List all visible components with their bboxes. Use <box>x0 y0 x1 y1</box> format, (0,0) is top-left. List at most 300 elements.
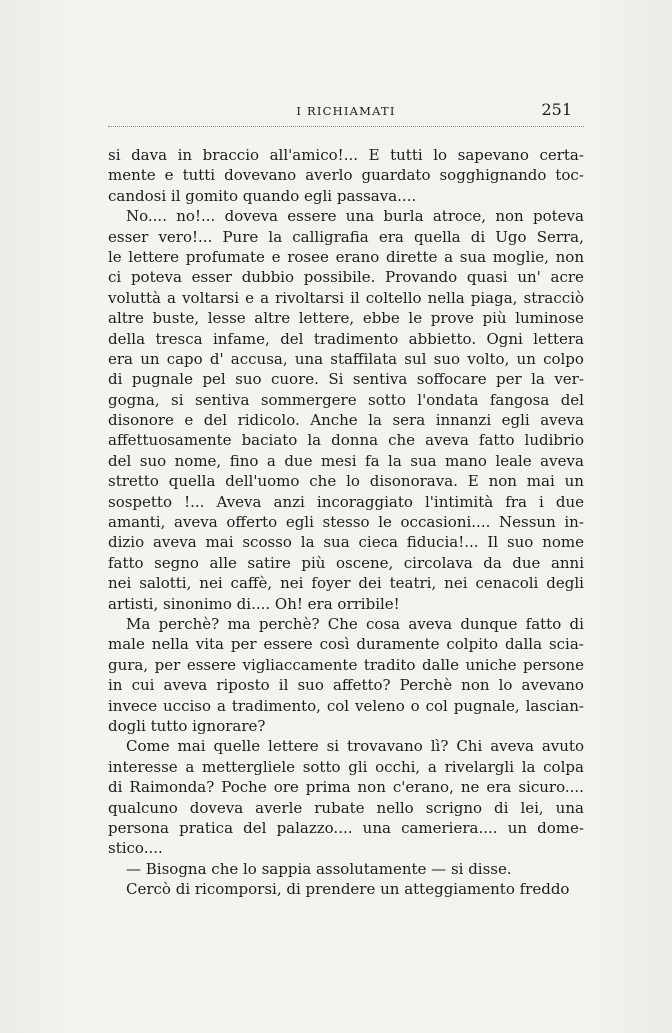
word: era <box>378 227 404 246</box>
word: che <box>309 472 337 491</box>
text-line <box>108 553 584 573</box>
text-line <box>108 145 584 165</box>
word: c'erano, <box>392 778 454 797</box>
word: dubbio <box>241 268 294 287</box>
text-line <box>108 614 584 634</box>
word: palazzo.... <box>276 818 353 837</box>
word: lettere, <box>298 309 355 328</box>
text-line <box>108 736 584 756</box>
text-line-content: candosi il gomito quando egli passava.... <box>108 186 417 205</box>
word: ebbe <box>362 309 400 328</box>
text-line <box>108 594 584 614</box>
word: lascian- <box>525 696 584 715</box>
word: fino <box>229 451 259 470</box>
word: quasi <box>466 268 508 287</box>
word: avevano <box>521 676 584 695</box>
word: accusa, <box>230 349 288 368</box>
word: per <box>154 655 181 674</box>
word: dava <box>131 146 168 164</box>
word: sospetto <box>108 492 172 511</box>
word: in <box>108 676 123 695</box>
word: un <box>140 349 160 368</box>
word: infame, <box>212 329 270 348</box>
word: sotto <box>302 757 341 776</box>
text-line-content: — Bisogna che lo sappia assolutamente — si disse. <box>126 859 512 878</box>
word: fatto <box>108 553 144 572</box>
word: essere <box>263 635 313 654</box>
word: mai <box>177 737 206 756</box>
word: e <box>164 166 174 185</box>
word: da <box>483 553 502 572</box>
text-line-content: artisti, sinonimo di.... Oh! era orribile! <box>108 594 400 613</box>
word: piaga, <box>470 288 518 307</box>
word: suo <box>297 676 324 695</box>
text-line <box>108 675 584 695</box>
text-line <box>108 696 584 716</box>
word: occhi, <box>375 757 421 776</box>
word: Nessun <box>499 513 556 532</box>
word: incoraggiato <box>316 492 413 511</box>
word: sua <box>410 451 437 470</box>
word: per <box>230 635 257 654</box>
word: poteva <box>533 207 584 226</box>
word: per <box>496 370 522 389</box>
word: e <box>271 247 281 266</box>
word: veleno <box>355 696 405 715</box>
word: di <box>569 614 584 633</box>
word: esser <box>108 227 149 246</box>
word: a <box>444 247 454 266</box>
word: si <box>171 390 184 409</box>
word: cosa <box>366 614 401 633</box>
word: due <box>512 553 541 572</box>
word: scrigno <box>425 798 483 817</box>
word: del <box>243 818 267 837</box>
word: Come <box>126 737 170 756</box>
word: scia- <box>548 635 584 654</box>
word: all'amico!... <box>269 146 358 164</box>
word: la <box>531 370 545 389</box>
word: aveva <box>540 411 584 430</box>
text-line <box>108 757 584 777</box>
word: non <box>488 472 517 491</box>
word: !... <box>184 492 205 511</box>
word: scosso <box>242 533 292 552</box>
word: coltello <box>365 288 422 307</box>
word: qualcuno <box>108 798 178 817</box>
word: lì? <box>430 737 449 756</box>
word: anni <box>550 553 584 572</box>
word: nei <box>280 574 304 593</box>
text-line <box>108 777 584 797</box>
text-line-content: stico.... <box>108 839 163 858</box>
word: dalla <box>504 635 543 654</box>
word: vita <box>195 635 224 654</box>
word: foyer <box>311 574 351 593</box>
word: la <box>268 227 283 246</box>
word: alle <box>209 553 237 572</box>
word: una <box>362 818 391 837</box>
word: rosee <box>287 247 329 266</box>
word: la <box>368 411 382 430</box>
word: i <box>538 492 544 511</box>
word: leale <box>495 451 532 470</box>
word: fatto <box>525 614 562 633</box>
text-line-content: Cercò di ricomporsi, di prendere un atteggiamento freddo <box>126 880 570 899</box>
text-line <box>108 308 584 328</box>
word: mente <box>108 166 156 185</box>
word: luminose <box>515 309 584 328</box>
word: fangosa <box>489 390 550 409</box>
word: averlo <box>305 166 353 185</box>
word: a <box>260 288 270 307</box>
word: le <box>378 513 392 532</box>
word: tradimento <box>313 329 399 348</box>
word: prima <box>305 778 351 797</box>
word: una <box>555 798 584 817</box>
text-line <box>108 390 584 410</box>
word: dunque <box>460 614 518 633</box>
word: col <box>326 696 350 715</box>
word: d' <box>209 349 224 368</box>
word: col <box>425 696 448 715</box>
word: soffocare <box>416 370 487 389</box>
word: stracciò <box>523 288 584 307</box>
word: fa <box>365 451 380 470</box>
word: la <box>521 757 536 776</box>
word: Serra, <box>536 227 584 246</box>
word: lettere <box>268 737 319 756</box>
word: mettergliele <box>202 757 295 776</box>
word: pel <box>202 370 226 389</box>
text-line <box>108 879 584 899</box>
word: Pure <box>222 227 259 246</box>
word: vigliaccamente <box>242 655 358 674</box>
word: l'ondata <box>417 390 479 409</box>
word: aveva <box>425 431 469 450</box>
word: calligrafia <box>292 227 369 246</box>
text-line <box>108 227 584 247</box>
word: Aveva <box>216 492 262 511</box>
word: Provando <box>385 268 458 287</box>
word: nei <box>108 574 132 593</box>
word: Chi <box>456 737 483 756</box>
word: nella <box>427 288 465 307</box>
word: nello <box>376 798 414 817</box>
word: sua <box>459 247 487 266</box>
word: non <box>357 778 386 797</box>
word: o <box>410 696 420 715</box>
word: moglie, <box>492 247 549 266</box>
word: cenacoli <box>475 574 539 593</box>
word: una <box>345 207 375 226</box>
word: aveva <box>408 614 453 633</box>
word: stesso <box>322 513 370 532</box>
text-line <box>108 430 584 450</box>
word: ridicolo. <box>237 411 300 430</box>
word: colpo <box>543 349 584 368</box>
word: essere <box>287 207 337 226</box>
word: del <box>560 390 584 409</box>
word: Anche <box>310 411 358 430</box>
word: tresca <box>155 329 203 348</box>
word: tutti <box>182 166 216 185</box>
word: rubate <box>314 798 365 817</box>
word: invece <box>108 696 158 715</box>
word: dovevano <box>224 166 297 185</box>
word: ci <box>108 268 122 287</box>
word: fra <box>505 492 527 511</box>
word: di <box>108 778 123 797</box>
word: gogna, <box>108 390 160 409</box>
word: suo <box>235 370 262 389</box>
word: a <box>266 451 276 470</box>
word: buste, <box>152 309 200 328</box>
word: ucciso <box>163 696 212 715</box>
word: suo <box>139 451 167 470</box>
word: sicuro.... <box>518 778 584 797</box>
word: colpa <box>543 757 584 776</box>
word: a <box>427 757 437 776</box>
word: suo <box>433 349 461 368</box>
word: a <box>216 696 226 715</box>
word: di <box>494 798 509 817</box>
word: lei, <box>520 798 544 817</box>
text-line <box>108 573 584 593</box>
word: dirette <box>385 247 438 266</box>
word: donna <box>331 431 379 450</box>
word: il <box>350 288 360 307</box>
word: in <box>177 146 193 164</box>
word: Raimonda? <box>129 778 215 797</box>
word: Che <box>327 614 358 633</box>
word: innanzi <box>435 411 492 430</box>
word: più <box>301 553 326 572</box>
word: dome- <box>537 818 584 837</box>
word: dell'uomo <box>225 472 300 491</box>
word: sentiva <box>194 390 250 409</box>
word: anzi <box>273 492 305 511</box>
word: si <box>108 146 121 164</box>
text-line <box>108 512 584 532</box>
word: l'intimità <box>424 492 494 511</box>
word: duramente <box>356 635 440 654</box>
text-line <box>108 165 584 185</box>
word: voltarsi <box>182 288 240 307</box>
word: cui <box>131 676 155 695</box>
word: sapevano <box>457 146 529 164</box>
word: nome, <box>174 451 222 470</box>
word: la <box>307 431 322 450</box>
word: di <box>470 227 486 246</box>
word: segno <box>154 553 199 572</box>
word: prove <box>430 309 474 328</box>
word: sotto <box>368 390 406 409</box>
word: Perchè <box>399 676 453 695</box>
word: lettera <box>533 329 584 348</box>
word: volto, <box>467 349 510 368</box>
word: affettuosamente <box>108 431 232 450</box>
word: teatri, <box>389 574 437 593</box>
word: satire <box>247 553 291 572</box>
word: Ogni <box>486 329 523 348</box>
word: caffè, <box>230 574 273 593</box>
word: quella <box>168 472 216 491</box>
word: disonorava. <box>369 472 458 491</box>
word: certa- <box>539 146 584 164</box>
word: trovavano <box>347 737 423 756</box>
word: offerto <box>226 513 278 532</box>
word: lesse <box>207 309 246 328</box>
text-line <box>108 329 584 349</box>
word: lo <box>498 676 513 695</box>
word: lo <box>433 146 448 164</box>
text-line <box>108 716 584 736</box>
word: della <box>108 329 146 348</box>
word: ludibrio <box>524 431 584 450</box>
word: ore <box>273 778 299 797</box>
word: braccio <box>202 146 260 164</box>
word: ver- <box>554 370 584 389</box>
word: nei <box>444 574 468 593</box>
text-line <box>108 349 584 369</box>
text-line <box>108 859 584 879</box>
word: egli <box>501 411 530 430</box>
word: un <box>507 818 528 837</box>
word: e <box>245 288 254 307</box>
word: lo <box>346 472 360 491</box>
word: perchè? <box>258 614 320 633</box>
text-line <box>108 369 584 389</box>
word: esser <box>191 268 232 287</box>
word: quella <box>413 227 461 246</box>
word: voluttà <box>108 288 161 307</box>
word: la <box>300 533 315 552</box>
word: E <box>368 146 380 164</box>
word: mai <box>526 472 555 491</box>
text-line <box>108 838 584 858</box>
word: stretto <box>108 472 159 491</box>
word: capo <box>166 349 203 368</box>
word: vero!... <box>158 227 213 246</box>
word: persone <box>523 655 584 674</box>
word: dizio <box>108 533 145 552</box>
word: abbietto. <box>408 329 477 348</box>
word: aveva <box>163 676 208 695</box>
word: mesi <box>320 451 357 470</box>
word: dei <box>358 574 382 593</box>
word: una <box>294 349 324 368</box>
word: altre <box>108 309 144 328</box>
word: riposto <box>216 676 270 695</box>
word: Il <box>487 533 499 552</box>
word: suo <box>506 533 534 552</box>
word: due <box>555 492 584 511</box>
word: pratica <box>179 818 234 837</box>
word: mano <box>445 451 487 470</box>
text-line <box>108 288 584 308</box>
word: affetto? <box>332 676 391 695</box>
word: colpito <box>446 635 499 654</box>
word: sogghignando <box>439 166 547 185</box>
word: amanti, <box>108 513 166 532</box>
body-text <box>108 145 584 899</box>
word: toc- <box>555 166 584 185</box>
word: pugnale <box>131 370 193 389</box>
word: tutti <box>390 146 423 164</box>
word: degli <box>546 574 584 593</box>
text-line <box>108 451 584 471</box>
word: gli <box>348 757 368 776</box>
word: aveva <box>490 737 534 756</box>
word: Ugo <box>495 227 527 246</box>
word: a <box>167 288 176 307</box>
word: un' <box>517 268 541 287</box>
word: profumate <box>185 247 265 266</box>
word: nella <box>151 635 189 654</box>
word: ne <box>460 778 480 797</box>
word: si <box>326 737 340 756</box>
word: doveva <box>189 798 244 817</box>
word: E <box>467 472 479 491</box>
word: Si <box>328 370 344 389</box>
word: così <box>319 635 350 654</box>
word: nei <box>199 574 223 593</box>
text-line <box>108 492 584 512</box>
word: altre <box>254 309 291 328</box>
word: e <box>184 411 194 430</box>
word: tradimento, <box>231 696 321 715</box>
word: occasioni.... <box>400 513 491 532</box>
word: in- <box>564 513 584 532</box>
word: essere <box>186 655 237 674</box>
word: male <box>108 635 145 654</box>
word: cameriera.... <box>401 818 498 837</box>
word: sua <box>323 533 350 552</box>
text-line <box>108 206 584 226</box>
word: non <box>555 247 584 266</box>
word: un <box>564 472 584 491</box>
word: quelle <box>213 737 261 756</box>
page-header <box>108 100 584 127</box>
word: Poche <box>221 778 267 797</box>
text-line <box>108 471 584 491</box>
word: perchè? <box>158 614 220 633</box>
text-line <box>108 186 584 206</box>
word: doveva <box>224 207 278 226</box>
word: No.... <box>126 207 167 226</box>
word: era <box>108 349 133 368</box>
word: non <box>461 676 490 695</box>
word: avuto <box>541 737 584 756</box>
word: più <box>482 309 507 328</box>
word: staffilata <box>330 349 398 368</box>
word: averle <box>255 798 303 817</box>
word: uniche <box>465 655 517 674</box>
word: nome <box>542 533 584 552</box>
text-line <box>108 655 584 675</box>
word: sera <box>392 411 426 430</box>
word: gura, <box>108 655 149 674</box>
word: rivelargli <box>444 757 514 776</box>
word: baciato <box>241 431 298 450</box>
word: le <box>408 309 423 328</box>
text-line <box>108 247 584 267</box>
word: egli <box>285 513 314 532</box>
page-number: 251 <box>541 100 572 119</box>
word: del <box>108 451 132 470</box>
word: fiducia!... <box>406 533 479 552</box>
